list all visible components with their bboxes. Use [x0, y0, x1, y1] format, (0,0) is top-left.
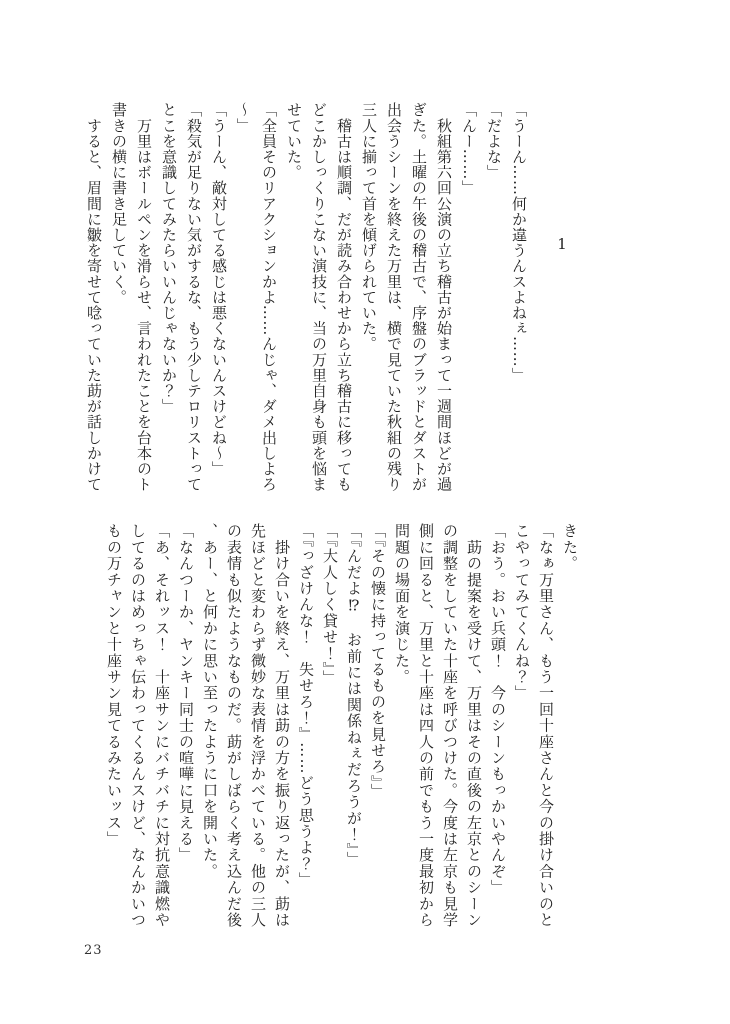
paragraph-line: 「なぁ万里さん、もう一回十座さんと今の掛け合いのとこやってみてくんね？」	[513, 523, 555, 928]
paragraph-line: 「殺気が足りない気がするな、もう少しテロリストってとこを意識してみたらいいんじゃないか？」	[160, 102, 203, 492]
paragraph-line: 「『っざけんな！ 失せろ！』……どう思うよ？」	[297, 523, 315, 889]
paragraph-line: 「うーん、敵対してる感じは悪くないんスけどね〜」	[210, 102, 228, 477]
tier-bottom-paragraphs	[102, 523, 582, 931]
paragraph-line: 「だよな」	[485, 102, 503, 180]
paragraph-line: すると、眉間に皺を寄せて唸っていた莇が話しかけて	[85, 102, 103, 492]
paragraph-line: 「おう。おい兵頭！ 今のシーンもっかいやんぞ」	[489, 523, 507, 896]
paragraph-line: 稽古は順調、だが読み合わせから立ち稽古に移ってもどこかしっくりこない演技に、当の万里自身も頭を悩ませていた。	[285, 102, 353, 492]
paragraph-line: 掛け合いを終え、万里は莇の方を振り返ったが、莇は先ほどと変わらず微妙な表情を浮かべている。他の三人の表情も似たようなものだ。莇がしばらく考え込んだ後、あー、と何かに思い至ったように口を開いた。	[201, 523, 291, 928]
paragraph-line: 「んー……」	[460, 102, 478, 196]
paragraph-line: 「あ、それッス！ 十座サンにバチバチに対抗意識燃やしてるのはめっちゃ伝わってくるんスけど、なんかいつもの万チャンと十座サン見てるみたいッス」	[105, 523, 171, 928]
paragraph-line: 万里はボールペンを滑らせ、言われたことを台本のト書きの横に書き足していく。	[110, 102, 153, 492]
text-tier-bottom	[102, 523, 582, 931]
paragraph-line: 「『その懐に持ってるものを見せろ』」	[369, 523, 387, 800]
paragraph-line: きた。	[561, 523, 579, 572]
paragraph-line: 「全員そのリアクションかよ……んじゃ、ダメ出しよろ〜」	[235, 102, 278, 492]
paragraph-line: 「なんつーか、ヤンキー同士の喧嘩に見える」	[177, 523, 195, 864]
page-number: 23	[84, 943, 103, 958]
paragraph-line: 秋組第六回公演の立ち稽古が始まって一週間ほどが過ぎた。土曜の午後の稽古で、序盤のブラッドとダストが出会うシーンを終えた万里は、横で見ていた秋組の残り三人に揃って首を傾げられていた。	[360, 102, 453, 492]
paragraph-line: 「うーん……何か違うんスよねぇ……」	[510, 102, 528, 383]
text-tier-top	[81, 102, 592, 495]
paragraph-line: 「『大人しく貸せ！』」	[321, 523, 339, 687]
paragraph-line: 莇の提案を受けて、万里はその直後の左京とのシーンの調整をしていた十座を呼びつけた。今度は左京も見学側に回ると、万里と十座は四人の前でもう一度最初から問題の場面を演じた。	[393, 523, 483, 928]
tier-top-paragraphs	[81, 102, 531, 495]
chapter-number: 1	[553, 235, 571, 254]
paragraph-line: 「『んだよ⁉ お前には関係ねぇだろうが！』」	[345, 523, 363, 868]
